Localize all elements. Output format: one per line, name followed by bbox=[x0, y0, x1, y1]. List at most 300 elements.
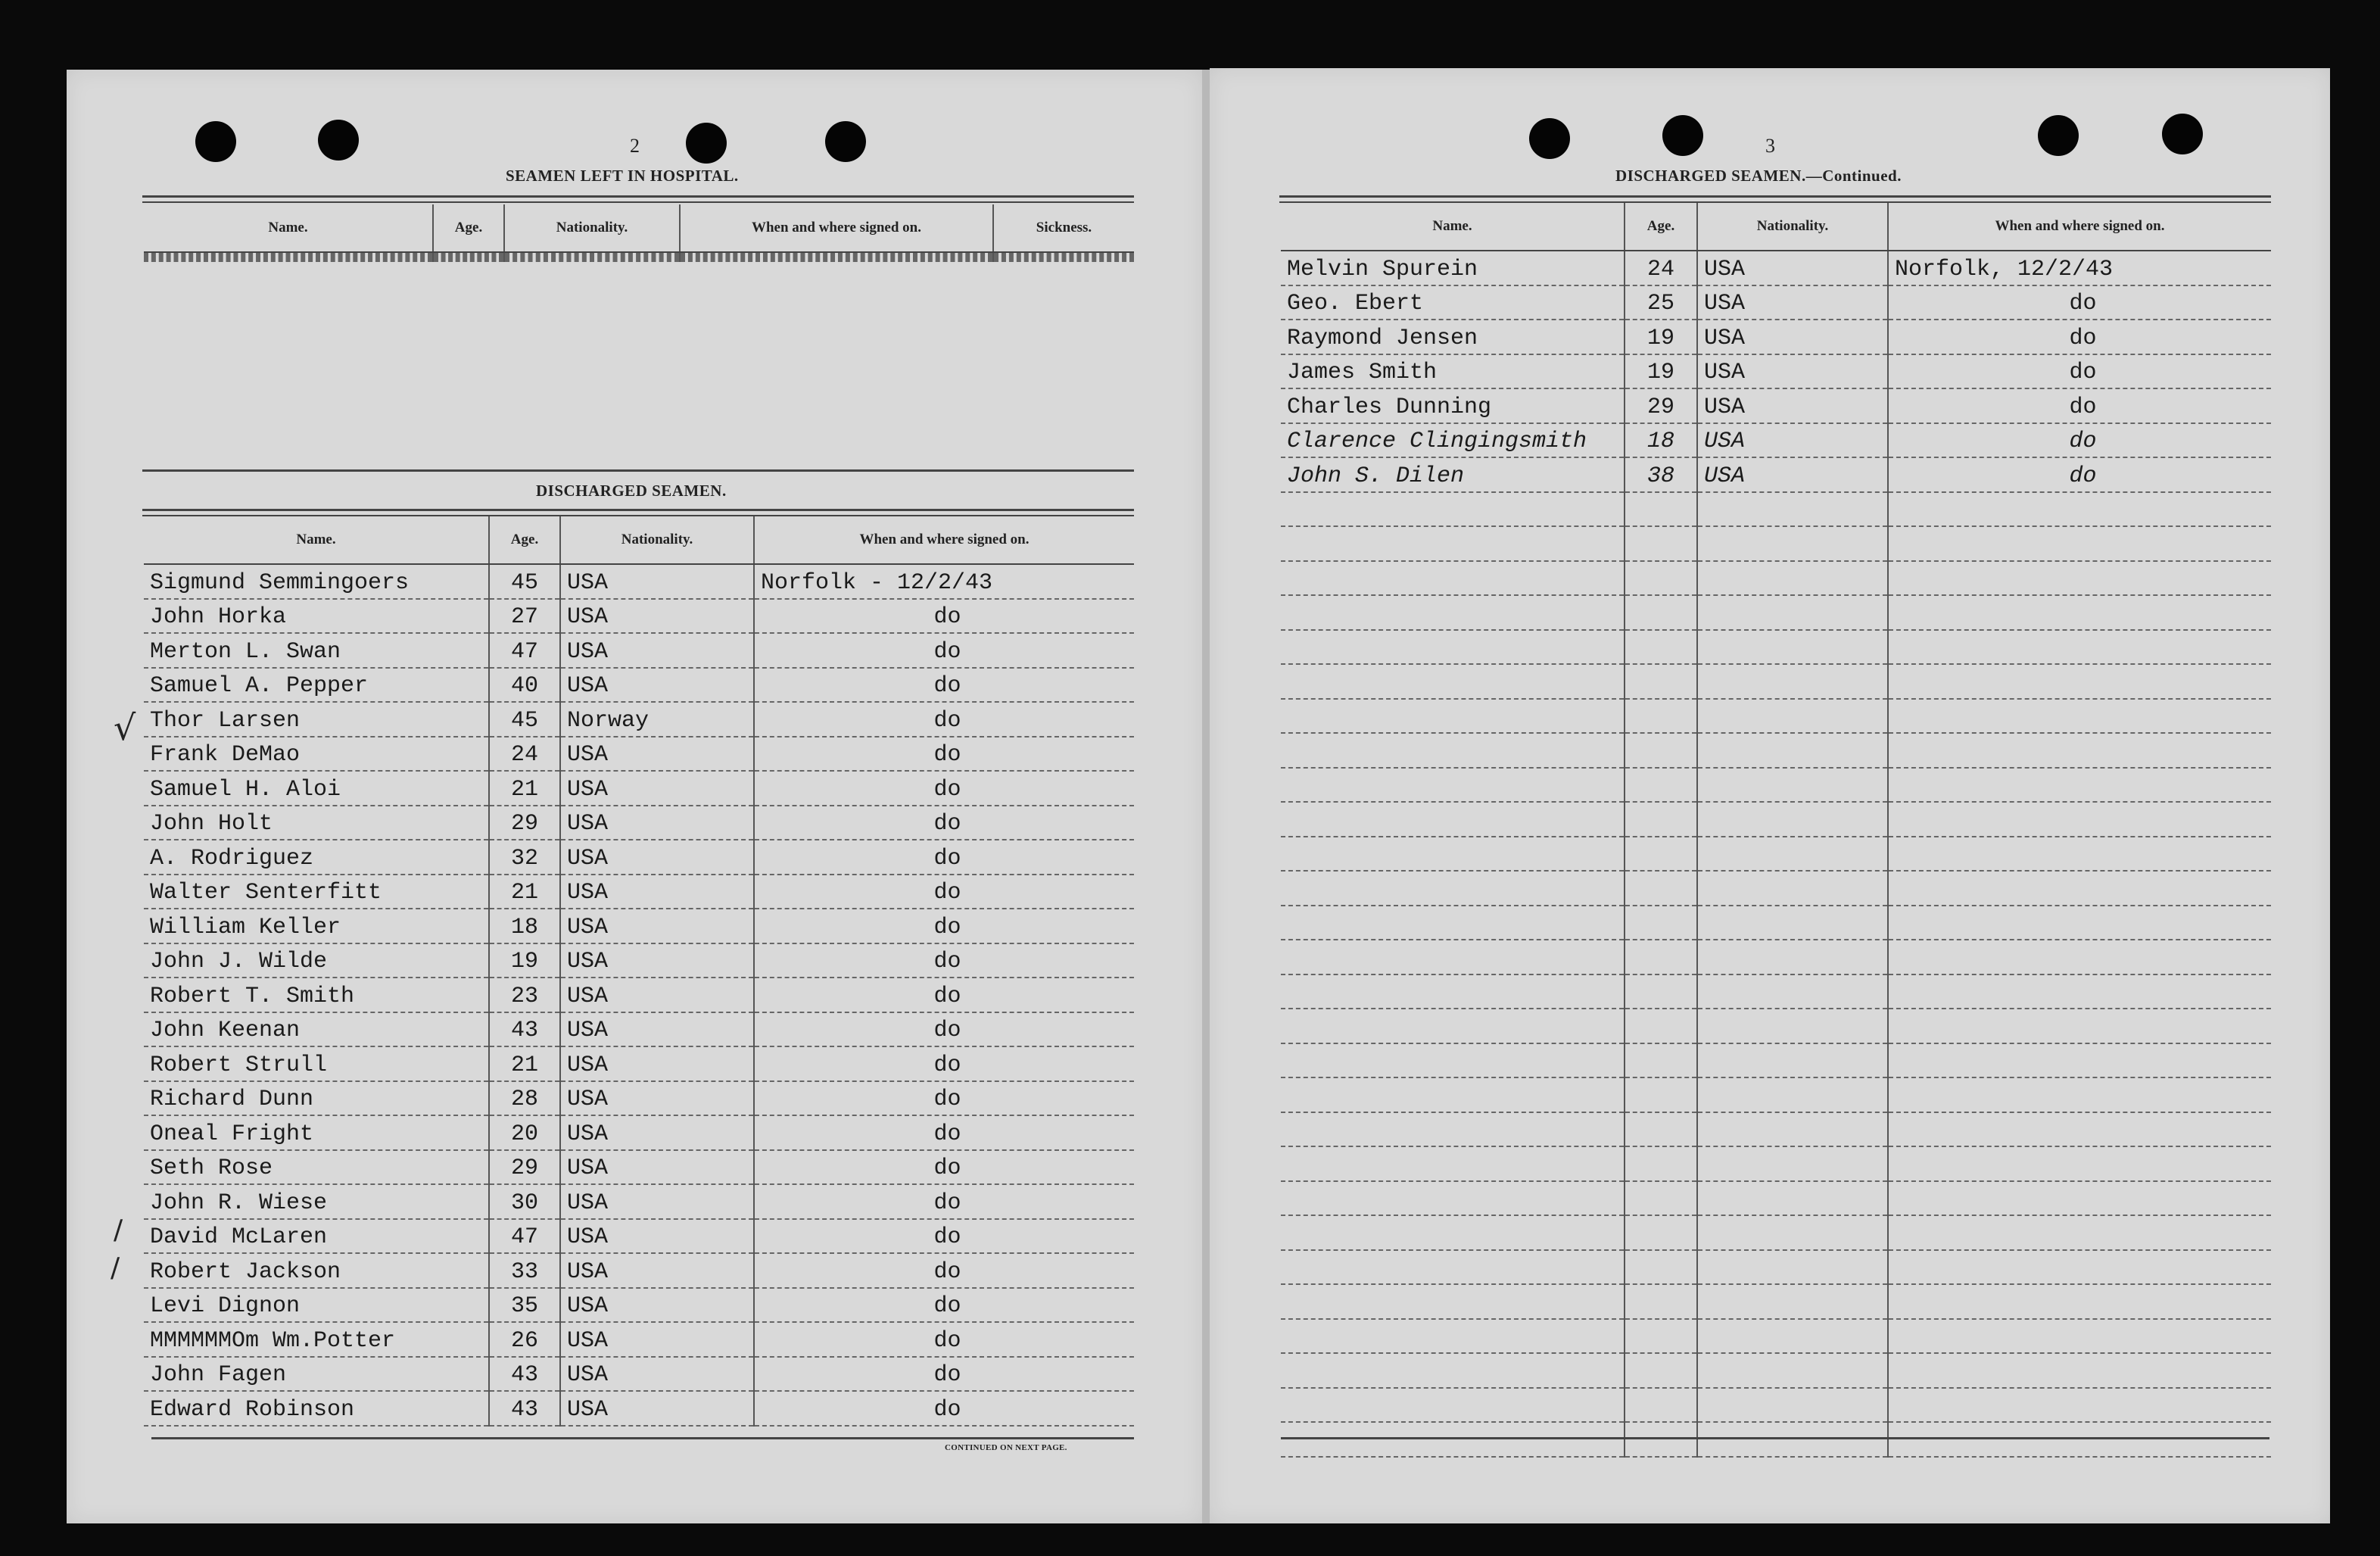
seaman-signed-on: do bbox=[754, 668, 1134, 703]
seaman-name bbox=[1281, 1181, 1625, 1216]
seaman-age bbox=[1625, 1112, 1697, 1147]
table-row bbox=[1281, 1353, 2271, 1388]
discharged-table-left bbox=[144, 516, 1134, 1427]
seaman-nationality bbox=[1697, 1388, 1888, 1423]
punch-hole bbox=[1529, 118, 1570, 159]
seaman-nationality: USA bbox=[560, 1357, 754, 1392]
table-row bbox=[1281, 1319, 2271, 1354]
seaman-age bbox=[1625, 1319, 1697, 1354]
table-row bbox=[1281, 492, 2271, 527]
seaman-nationality bbox=[1697, 1043, 1888, 1078]
seaman-name: John Keenan bbox=[144, 1012, 489, 1047]
seaman-age: 19 bbox=[1625, 354, 1697, 389]
table-row bbox=[1281, 526, 2271, 561]
check-mark: √ bbox=[114, 707, 136, 748]
seaman-age: 26 bbox=[489, 1322, 560, 1357]
seaman-nationality: USA bbox=[560, 875, 754, 909]
seaman-name: John Holt bbox=[144, 806, 489, 840]
seaman-name bbox=[1281, 1009, 1625, 1043]
seaman-name: Charles Dunning bbox=[1281, 388, 1625, 423]
table-row bbox=[1281, 802, 2271, 837]
seaman-signed-on: do bbox=[1888, 320, 2271, 354]
column-header-nationality: Nationality. bbox=[1697, 203, 1888, 251]
seaman-name bbox=[1281, 906, 1625, 940]
seaman-age bbox=[1625, 595, 1697, 630]
seaman-nationality: USA bbox=[560, 1322, 754, 1357]
table-row bbox=[144, 909, 1134, 943]
seaman-age bbox=[1625, 1215, 1697, 1250]
seaman-signed-on bbox=[1888, 699, 2271, 734]
seaman-nationality: USA bbox=[560, 943, 754, 978]
seaman-age bbox=[1625, 1388, 1697, 1423]
seaman-age bbox=[1625, 492, 1697, 527]
seaman-nationality: USA bbox=[1697, 251, 1888, 285]
seaman-age: 23 bbox=[489, 978, 560, 1012]
seaman-age bbox=[1625, 1353, 1697, 1388]
seaman-nationality bbox=[1697, 1146, 1888, 1181]
seaman-name bbox=[1281, 492, 1625, 527]
discharged-table-right bbox=[1281, 203, 2271, 1458]
table-row bbox=[144, 1219, 1134, 1254]
seaman-nationality bbox=[1697, 1284, 1888, 1319]
table-row bbox=[1281, 1284, 2271, 1319]
seaman-signed-on: do bbox=[1888, 285, 2271, 320]
table-row bbox=[144, 1288, 1134, 1323]
seaman-signed-on: Norfolk - 12/2/43 bbox=[754, 564, 1134, 599]
discharged-section-title: DISCHARGED SEAMEN. bbox=[536, 482, 727, 500]
seaman-name: Robert Jackson bbox=[144, 1253, 489, 1288]
table-row bbox=[1281, 664, 2271, 699]
seaman-age bbox=[1625, 561, 1697, 596]
seaman-signed-on: do bbox=[754, 1012, 1134, 1047]
seaman-signed-on: do bbox=[754, 1391, 1134, 1426]
seaman-signed-on bbox=[1888, 1112, 2271, 1147]
table-row bbox=[144, 1046, 1134, 1081]
seaman-name bbox=[1281, 1319, 1625, 1354]
seaman-nationality: USA bbox=[560, 1081, 754, 1116]
seaman-name bbox=[1281, 595, 1625, 630]
table-row bbox=[1281, 974, 2271, 1009]
check-mark: / bbox=[114, 1215, 123, 1246]
table-row bbox=[144, 564, 1134, 599]
seaman-name bbox=[1281, 871, 1625, 906]
table-row bbox=[144, 1150, 1134, 1185]
seaman-signed-on bbox=[1888, 1181, 2271, 1216]
table-row bbox=[144, 1253, 1134, 1288]
seaman-age: 24 bbox=[489, 737, 560, 772]
table-row bbox=[1281, 388, 2271, 423]
seaman-nationality: USA bbox=[560, 1253, 754, 1288]
seaman-signed-on bbox=[1888, 837, 2271, 872]
seaman-name: John R. Wiese bbox=[144, 1184, 489, 1219]
table-row bbox=[1281, 906, 2271, 940]
seaman-age: 28 bbox=[489, 1081, 560, 1116]
seaman-age: 21 bbox=[489, 1046, 560, 1081]
table-row bbox=[1281, 285, 2271, 320]
seaman-age: 43 bbox=[489, 1357, 560, 1392]
page-number-right: 3 bbox=[1765, 135, 1775, 157]
seaman-nationality bbox=[1697, 492, 1888, 527]
seaman-age bbox=[1625, 871, 1697, 906]
seaman-signed-on: do bbox=[754, 806, 1134, 840]
punch-hole bbox=[195, 121, 236, 162]
seaman-nationality bbox=[1697, 1215, 1888, 1250]
seaman-signed-on bbox=[1888, 1146, 2271, 1181]
seaman-age: 29 bbox=[1625, 388, 1697, 423]
table-row bbox=[1281, 733, 2271, 768]
punch-hole bbox=[825, 121, 866, 162]
seaman-age: 47 bbox=[489, 633, 560, 668]
seaman-signed-on bbox=[1888, 906, 2271, 940]
seaman-signed-on: do bbox=[1888, 354, 2271, 389]
seaman-signed-on bbox=[1888, 1077, 2271, 1112]
seaman-signed-on: do bbox=[1888, 388, 2271, 423]
seaman-name bbox=[1281, 733, 1625, 768]
table-row bbox=[144, 875, 1134, 909]
seaman-name bbox=[1281, 1146, 1625, 1181]
seaman-name: Robert Strull bbox=[144, 1046, 489, 1081]
seaman-name: James Smith bbox=[1281, 354, 1625, 389]
seaman-age bbox=[1625, 1009, 1697, 1043]
double-rule bbox=[142, 509, 1134, 511]
seaman-signed-on bbox=[1888, 940, 2271, 974]
seaman-age bbox=[1625, 768, 1697, 803]
seaman-signed-on: do bbox=[754, 633, 1134, 668]
table-row bbox=[144, 771, 1134, 806]
seaman-age bbox=[1625, 1181, 1697, 1216]
table-row bbox=[1281, 595, 2271, 630]
seaman-name bbox=[1281, 630, 1625, 665]
seaman-age: 29 bbox=[489, 1150, 560, 1185]
seaman-nationality: USA bbox=[560, 1391, 754, 1426]
seaman-name: John Fagen bbox=[144, 1357, 489, 1392]
seaman-age bbox=[1625, 1146, 1697, 1181]
seaman-name: Geo. Ebert bbox=[1281, 285, 1625, 320]
seaman-name: Oneal Fright bbox=[144, 1115, 489, 1150]
seaman-age: 35 bbox=[489, 1288, 560, 1323]
seaman-signed-on bbox=[1888, 1009, 2271, 1043]
table-row bbox=[1281, 940, 2271, 974]
seaman-name: John S. Dilen bbox=[1281, 457, 1625, 492]
seaman-age bbox=[1625, 664, 1697, 699]
column-header-signed-on: When and where signed on. bbox=[754, 516, 1134, 564]
seaman-nationality: USA bbox=[560, 737, 754, 772]
discharged-continued-title: DISCHARGED SEAMEN.—Continued. bbox=[1615, 167, 1902, 185]
seaman-signed-on bbox=[1888, 1353, 2271, 1388]
table-row bbox=[1281, 1181, 2271, 1216]
seaman-signed-on: do bbox=[754, 1288, 1134, 1323]
seaman-signed-on: do bbox=[754, 1357, 1134, 1392]
seaman-name: Walter Senterfitt bbox=[144, 875, 489, 909]
seaman-name bbox=[1281, 1250, 1625, 1285]
seaman-age: 18 bbox=[489, 909, 560, 943]
double-rule bbox=[1279, 195, 2271, 198]
seaman-signed-on: do bbox=[754, 1150, 1134, 1185]
seaman-nationality bbox=[1697, 768, 1888, 803]
seaman-nationality bbox=[1697, 802, 1888, 837]
seaman-signed-on bbox=[1888, 802, 2271, 837]
seaman-nationality: USA bbox=[560, 668, 754, 703]
seaman-age bbox=[1625, 1043, 1697, 1078]
seaman-age bbox=[1625, 906, 1697, 940]
seaman-name: Edward Robinson bbox=[144, 1391, 489, 1426]
table-row bbox=[1281, 1215, 2271, 1250]
seaman-nationality: USA bbox=[1697, 354, 1888, 389]
punch-hole bbox=[1662, 115, 1703, 156]
seaman-age: 27 bbox=[489, 599, 560, 634]
punch-hole bbox=[2162, 114, 2203, 154]
table-row bbox=[144, 633, 1134, 668]
table-row bbox=[1281, 1043, 2271, 1078]
seaman-name: A. Rodriguez bbox=[144, 840, 489, 875]
seaman-nationality: USA bbox=[1697, 388, 1888, 423]
seaman-name: Thor Larsen bbox=[144, 702, 489, 737]
check-mark: / bbox=[111, 1252, 120, 1283]
seaman-nationality: USA bbox=[560, 978, 754, 1012]
seaman-nationality: USA bbox=[1697, 320, 1888, 354]
seaman-nationality bbox=[1697, 1353, 1888, 1388]
seaman-age bbox=[1625, 733, 1697, 768]
table-row bbox=[1281, 837, 2271, 872]
seaman-nationality bbox=[1697, 940, 1888, 974]
seaman-nationality: USA bbox=[560, 1184, 754, 1219]
seaman-signed-on: do bbox=[754, 1219, 1134, 1254]
seaman-signed-on: do bbox=[754, 702, 1134, 737]
seaman-nationality bbox=[1697, 1250, 1888, 1285]
seaman-age: 30 bbox=[489, 1184, 560, 1219]
seaman-name bbox=[1281, 1388, 1625, 1423]
seaman-signed-on bbox=[1888, 1284, 2271, 1319]
table-row bbox=[1281, 1009, 2271, 1043]
column-header-age: Age. bbox=[489, 516, 560, 564]
seaman-signed-on: do bbox=[1888, 457, 2271, 492]
table-row bbox=[144, 1012, 1134, 1047]
seaman-age: 45 bbox=[489, 702, 560, 737]
column-header-signed-on: When and where signed on. bbox=[1888, 203, 2271, 251]
table-row bbox=[1281, 871, 2271, 906]
bottom-rule bbox=[1281, 1437, 2269, 1439]
hospital-table bbox=[144, 204, 1134, 262]
seaman-signed-on: do bbox=[754, 1081, 1134, 1116]
seaman-name: Levi Dignon bbox=[144, 1288, 489, 1323]
table-row bbox=[1281, 630, 2271, 665]
seaman-name: MMMMMMOm Wm.Potter bbox=[144, 1322, 489, 1357]
seaman-name: Seth Rose bbox=[144, 1150, 489, 1185]
seaman-signed-on: do bbox=[754, 1253, 1134, 1288]
table-row bbox=[1281, 1146, 2271, 1181]
table-row bbox=[1281, 423, 2271, 458]
seaman-nationality: USA bbox=[560, 840, 754, 875]
table-row bbox=[1281, 561, 2271, 596]
seaman-nationality bbox=[1697, 871, 1888, 906]
seaman-nationality: USA bbox=[1697, 285, 1888, 320]
table-row bbox=[1281, 354, 2271, 389]
table-row bbox=[144, 1184, 1134, 1219]
seaman-age: 18 bbox=[1625, 423, 1697, 458]
seaman-signed-on bbox=[1888, 1319, 2271, 1354]
seaman-nationality: USA bbox=[560, 1219, 754, 1254]
seaman-nationality bbox=[1697, 595, 1888, 630]
seaman-name bbox=[1281, 664, 1625, 699]
seaman-nationality bbox=[1697, 630, 1888, 665]
table-row bbox=[144, 737, 1134, 772]
table-row bbox=[144, 702, 1134, 737]
seaman-age: 20 bbox=[489, 1115, 560, 1150]
seaman-age bbox=[1625, 526, 1697, 561]
seaman-signed-on bbox=[1888, 561, 2271, 596]
seaman-age bbox=[1625, 940, 1697, 974]
seaman-name bbox=[1281, 768, 1625, 803]
table-row bbox=[144, 1322, 1134, 1357]
seaman-age bbox=[1625, 837, 1697, 872]
seaman-signed-on bbox=[1888, 871, 2271, 906]
page-number-left: 2 bbox=[630, 135, 640, 157]
seaman-signed-on bbox=[1888, 595, 2271, 630]
seaman-signed-on: do bbox=[754, 909, 1134, 943]
seaman-nationality: USA bbox=[1697, 423, 1888, 458]
seaman-nationality bbox=[1697, 733, 1888, 768]
double-rule bbox=[142, 201, 1134, 203]
seaman-age: 40 bbox=[489, 668, 560, 703]
seaman-age: 33 bbox=[489, 1253, 560, 1288]
seaman-signed-on: do bbox=[754, 1046, 1134, 1081]
seaman-age: 43 bbox=[489, 1391, 560, 1426]
seaman-signed-on: do bbox=[1888, 423, 2271, 458]
seaman-signed-on bbox=[1888, 1043, 2271, 1078]
seaman-nationality bbox=[1697, 906, 1888, 940]
seaman-signed-on: do bbox=[754, 1115, 1134, 1150]
seaman-age: 21 bbox=[489, 771, 560, 806]
seaman-nationality: USA bbox=[560, 1288, 754, 1323]
seaman-name bbox=[1281, 561, 1625, 596]
seaman-name bbox=[1281, 526, 1625, 561]
table-row bbox=[144, 1081, 1134, 1116]
continued-note: CONTINUED ON NEXT PAGE. bbox=[945, 1443, 1067, 1452]
seaman-age: 19 bbox=[489, 943, 560, 978]
seaman-age bbox=[1625, 802, 1697, 837]
seaman-signed-on bbox=[1888, 1388, 2271, 1423]
seaman-name bbox=[1281, 837, 1625, 872]
seaman-name bbox=[1281, 802, 1625, 837]
table-row bbox=[144, 1357, 1134, 1392]
seaman-age: 45 bbox=[489, 564, 560, 599]
seaman-name: Raymond Jensen bbox=[1281, 320, 1625, 354]
seaman-signed-on bbox=[1888, 492, 2271, 527]
table-row bbox=[1281, 1250, 2271, 1285]
double-rule bbox=[142, 469, 1134, 472]
seaman-nationality bbox=[1697, 1009, 1888, 1043]
seaman-nationality: USA bbox=[560, 909, 754, 943]
seaman-name bbox=[1281, 1112, 1625, 1147]
punch-hole bbox=[2038, 115, 2079, 156]
seaman-nationality bbox=[1697, 1112, 1888, 1147]
table-row bbox=[1281, 768, 2271, 803]
seaman-signed-on bbox=[1888, 526, 2271, 561]
seaman-age: 32 bbox=[489, 840, 560, 875]
seaman-name bbox=[1281, 1043, 1625, 1078]
seaman-signed-on: do bbox=[754, 1322, 1134, 1357]
table-row bbox=[144, 1391, 1134, 1426]
seaman-nationality bbox=[1697, 1319, 1888, 1354]
seaman-nationality bbox=[1697, 699, 1888, 734]
table-row bbox=[144, 599, 1134, 634]
seaman-name: William Keller bbox=[144, 909, 489, 943]
seaman-signed-on bbox=[1888, 768, 2271, 803]
seaman-nationality: USA bbox=[560, 1115, 754, 1150]
seaman-nationality: USA bbox=[560, 1046, 754, 1081]
seaman-signed-on bbox=[1888, 1215, 2271, 1250]
seaman-nationality bbox=[1697, 837, 1888, 872]
bottom-rule bbox=[151, 1437, 1134, 1439]
seaman-nationality bbox=[1697, 974, 1888, 1009]
column-header-nationality: Nationality. bbox=[560, 516, 754, 564]
seaman-age: 43 bbox=[489, 1012, 560, 1047]
table-row bbox=[1281, 1388, 2271, 1423]
table-row bbox=[1281, 699, 2271, 734]
seaman-nationality bbox=[1697, 1077, 1888, 1112]
seaman-age bbox=[1625, 1250, 1697, 1285]
seaman-signed-on: Norfolk, 12/2/43 bbox=[1888, 251, 2271, 285]
seaman-signed-on: do bbox=[754, 1184, 1134, 1219]
seaman-signed-on: do bbox=[754, 943, 1134, 978]
seaman-age: 21 bbox=[489, 875, 560, 909]
seaman-name: Clarence Clingingsmith bbox=[1281, 423, 1625, 458]
table-row bbox=[144, 943, 1134, 978]
seaman-nationality: Norway bbox=[560, 702, 754, 737]
seaman-signed-on: do bbox=[754, 978, 1134, 1012]
seaman-name bbox=[1281, 1077, 1625, 1112]
seaman-nationality: USA bbox=[560, 564, 754, 599]
seaman-nationality: USA bbox=[560, 1150, 754, 1185]
seaman-age bbox=[1625, 699, 1697, 734]
table-row bbox=[144, 1115, 1134, 1150]
seaman-age: 25 bbox=[1625, 285, 1697, 320]
punch-hole bbox=[318, 120, 359, 161]
seaman-name: Frank DeMao bbox=[144, 737, 489, 772]
table-row bbox=[144, 840, 1134, 875]
column-header-nationality: Nationality. bbox=[504, 204, 680, 252]
seaman-name: Richard Dunn bbox=[144, 1081, 489, 1116]
seaman-name: David McLaren bbox=[144, 1219, 489, 1254]
seaman-age: 24 bbox=[1625, 251, 1697, 285]
seaman-name: Merton L. Swan bbox=[144, 633, 489, 668]
seaman-nationality bbox=[1697, 664, 1888, 699]
seaman-nationality: USA bbox=[1697, 457, 1888, 492]
seaman-age bbox=[1625, 1077, 1697, 1112]
column-header-age: Age. bbox=[433, 204, 504, 252]
seaman-name bbox=[1281, 699, 1625, 734]
seaman-signed-on: do bbox=[754, 737, 1134, 772]
seaman-nationality bbox=[1697, 1181, 1888, 1216]
seaman-nationality: USA bbox=[560, 633, 754, 668]
seaman-nationality bbox=[1697, 526, 1888, 561]
seaman-name: John J. Wilde bbox=[144, 943, 489, 978]
seaman-signed-on: do bbox=[754, 875, 1134, 909]
seaman-nationality: USA bbox=[560, 1012, 754, 1047]
seaman-signed-on bbox=[1888, 733, 2271, 768]
table-row bbox=[144, 978, 1134, 1012]
seaman-signed-on bbox=[1888, 1250, 2271, 1285]
seaman-name: Sigmund Semmingoers bbox=[144, 564, 489, 599]
column-header-sickness: Sickness. bbox=[993, 204, 1134, 252]
seaman-age: 19 bbox=[1625, 320, 1697, 354]
column-header-name: Name. bbox=[1281, 203, 1625, 251]
seaman-name: Melvin Spurein bbox=[1281, 251, 1625, 285]
seaman-signed-on bbox=[1888, 630, 2271, 665]
seaman-signed-on bbox=[1888, 974, 2271, 1009]
seaman-age: 38 bbox=[1625, 457, 1697, 492]
seaman-name: Robert T. Smith bbox=[144, 978, 489, 1012]
